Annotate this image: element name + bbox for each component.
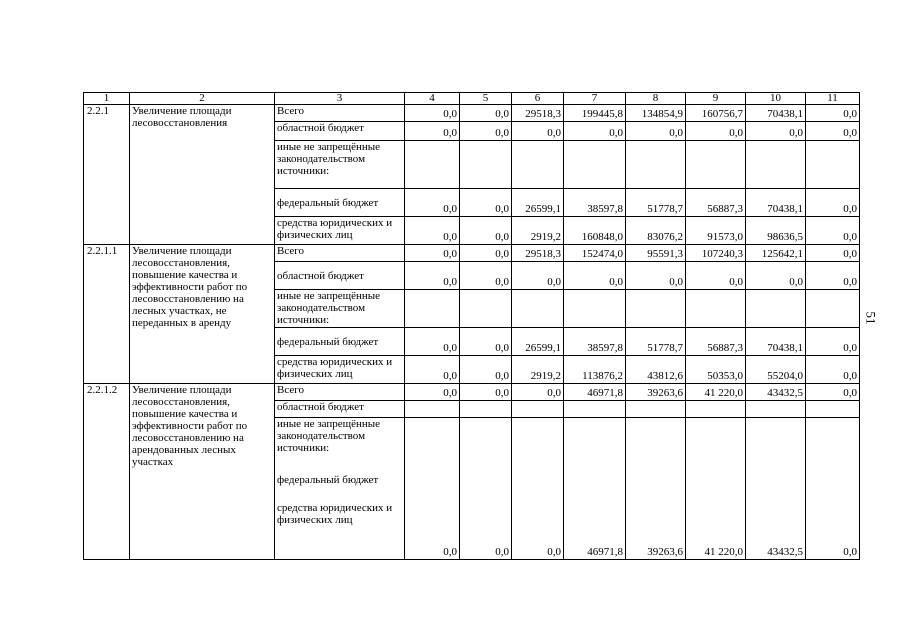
column-number: 8 [626, 93, 686, 105]
value-cell: 134854,9 [626, 105, 686, 122]
source-label: средства юридических и физических лиц [275, 217, 405, 245]
value-cell: 0,0 [806, 328, 860, 356]
column-number: 9 [686, 93, 746, 105]
value-cell: 50353,0 [686, 356, 746, 384]
value-cell: 0,0 [460, 262, 512, 290]
value-cell: 0,0 [405, 122, 460, 141]
value-cell: 0,0 [806, 105, 860, 122]
value-cell [746, 401, 806, 418]
value-cell: 0,0 [460, 217, 512, 245]
value-cell: 0,0 [686, 262, 746, 290]
header-row [84, 93, 860, 105]
value-cell: 0,0 [460, 384, 512, 401]
value-cell [746, 141, 806, 189]
value-cell: 46971,8 [564, 418, 626, 560]
value-cell: 0,0 [806, 217, 860, 245]
value-cell [626, 141, 686, 189]
column-number: 2 [130, 93, 275, 105]
value-cell: 0,0 [405, 328, 460, 356]
value-cell: 95591,3 [626, 245, 686, 262]
value-cell: 0,0 [806, 122, 860, 141]
value-cell: 26599,1 [512, 328, 564, 356]
value-cell: 0,0 [564, 262, 626, 290]
value-cell: 38597,8 [564, 328, 626, 356]
value-cell: 91573,0 [686, 217, 746, 245]
value-cell: 43432,5 [746, 384, 806, 401]
value-cell: 51778,7 [626, 328, 686, 356]
value-cell: 0,0 [806, 262, 860, 290]
value-cell: 160848,0 [564, 217, 626, 245]
value-cell: 0,0 [405, 217, 460, 245]
value-cell [564, 290, 626, 328]
value-cell [626, 401, 686, 418]
value-cell: 0,0 [460, 122, 512, 141]
value-cell: 0,0 [405, 418, 460, 560]
value-cell: 56887,3 [686, 189, 746, 217]
value-cell: 0,0 [460, 245, 512, 262]
section-code: 2.2.1.2 [84, 384, 130, 560]
value-cell: 38597,8 [564, 189, 626, 217]
value-cell: 160756,7 [686, 105, 746, 122]
value-cell [405, 290, 460, 328]
source-label: иные не запрещённые законодательством источники: [275, 141, 405, 189]
value-cell: 98636,5 [746, 217, 806, 245]
column-number: 3 [275, 93, 405, 105]
section-name: Увеличение площади лесовосстановления, повышение качества и эффективности работ по лесовосстановлению на арендованных лесных участках [130, 384, 275, 560]
value-cell: 0,0 [405, 245, 460, 262]
value-cell: 0,0 [626, 262, 686, 290]
value-cell: 0,0 [405, 189, 460, 217]
value-cell: 70438,1 [746, 105, 806, 122]
column-number: 4 [405, 93, 460, 105]
value-cell: 70438,1 [746, 189, 806, 217]
value-cell: 26599,1 [512, 189, 564, 217]
column-number: 7 [564, 93, 626, 105]
source-label: областной бюджет [275, 262, 405, 290]
source-label: иные не запрещённые законодательством источники: [275, 290, 405, 328]
value-cell: 0,0 [746, 262, 806, 290]
value-cell: 0,0 [460, 105, 512, 122]
value-cell: 46971,8 [564, 384, 626, 401]
value-cell: 0,0 [806, 418, 860, 560]
value-cell: 2919,2 [512, 217, 564, 245]
value-cell: 0,0 [512, 122, 564, 141]
section-name: Увеличение площади лесовосстановления [130, 105, 275, 245]
value-cell [405, 401, 460, 418]
value-cell: 41 220,0 [686, 384, 746, 401]
source-label: средства юридических и физических лиц [275, 356, 405, 384]
value-cell: 0,0 [746, 122, 806, 141]
value-cell: 0,0 [460, 356, 512, 384]
value-cell [686, 141, 746, 189]
value-cell [512, 401, 564, 418]
value-cell: 125642,1 [746, 245, 806, 262]
value-cell: 0,0 [512, 418, 564, 560]
value-cell [686, 290, 746, 328]
value-cell [564, 141, 626, 189]
value-cell [686, 401, 746, 418]
value-cell: 83076,2 [626, 217, 686, 245]
value-cell: 0,0 [806, 384, 860, 401]
value-cell: 0,0 [512, 262, 564, 290]
source-label: областной бюджет [275, 122, 405, 141]
value-cell: 0,0 [405, 356, 460, 384]
value-cell: 0,0 [626, 122, 686, 141]
value-cell: 0,0 [806, 356, 860, 384]
value-cell [512, 141, 564, 189]
value-cell: 0,0 [564, 122, 626, 141]
table-row [84, 245, 860, 262]
budget-table [83, 92, 860, 560]
section-code: 2.2.1 [84, 105, 130, 245]
value-cell: 2919,2 [512, 356, 564, 384]
value-cell: 0,0 [405, 262, 460, 290]
value-cell: 107240,3 [686, 245, 746, 262]
value-cell: 39263,6 [626, 418, 686, 560]
source-label: Всего [275, 105, 405, 122]
value-cell: 29518,3 [512, 105, 564, 122]
column-number: 6 [512, 93, 564, 105]
value-cell: 0,0 [405, 105, 460, 122]
value-cell: 55204,0 [746, 356, 806, 384]
source-label: Всего [275, 245, 405, 262]
value-cell: 0,0 [405, 384, 460, 401]
value-cell [460, 401, 512, 418]
value-cell: 29518,3 [512, 245, 564, 262]
column-number: 1 [84, 93, 130, 105]
source-label: федеральный бюджет [275, 328, 405, 356]
value-cell [746, 290, 806, 328]
source-label: областной бюджет [275, 401, 405, 418]
value-cell [405, 141, 460, 189]
value-cell [564, 401, 626, 418]
table-row [84, 105, 860, 122]
value-cell: 0,0 [460, 328, 512, 356]
value-cell: 0,0 [512, 384, 564, 401]
value-cell: 0,0 [806, 245, 860, 262]
source-stack [275, 418, 405, 560]
source-label: Всего [275, 384, 405, 401]
source-label: средства юридических и физических лиц [277, 502, 393, 526]
column-number: 5 [460, 93, 512, 105]
source-label: иные не запрещённые законодательством источники: [277, 418, 381, 454]
value-cell [806, 401, 860, 418]
section-code: 2.2.1.1 [84, 245, 130, 384]
page-number: 51 [863, 311, 879, 325]
value-cell: 43432,5 [746, 418, 806, 560]
value-cell: 0,0 [806, 189, 860, 217]
section-name: Увеличение площади лесовосстановления, повышение качества и эффективности работ по лесовосстановлению на лесных участках, не переданных в аренду [130, 245, 275, 384]
source-label: федеральный бюджет [277, 474, 379, 486]
value-cell: 0,0 [460, 189, 512, 217]
value-cell: 0,0 [460, 418, 512, 560]
value-cell [460, 141, 512, 189]
value-cell: 51778,7 [626, 189, 686, 217]
value-cell: 39263,6 [626, 384, 686, 401]
column-number: 11 [806, 93, 860, 105]
value-cell [806, 141, 860, 189]
value-cell: 152474,0 [564, 245, 626, 262]
table-row [84, 384, 860, 401]
value-cell: 43812,6 [626, 356, 686, 384]
column-number: 10 [746, 93, 806, 105]
value-cell: 56887,3 [686, 328, 746, 356]
value-cell: 41 220,0 [686, 418, 746, 560]
value-cell: 70438,1 [746, 328, 806, 356]
value-cell [626, 290, 686, 328]
value-cell [512, 290, 564, 328]
source-label: федеральный бюджет [275, 189, 405, 217]
value-cell: 0,0 [686, 122, 746, 141]
value-cell [460, 290, 512, 328]
value-cell: 199445,8 [564, 105, 626, 122]
value-cell [806, 290, 860, 328]
value-cell: 113876,2 [564, 356, 626, 384]
